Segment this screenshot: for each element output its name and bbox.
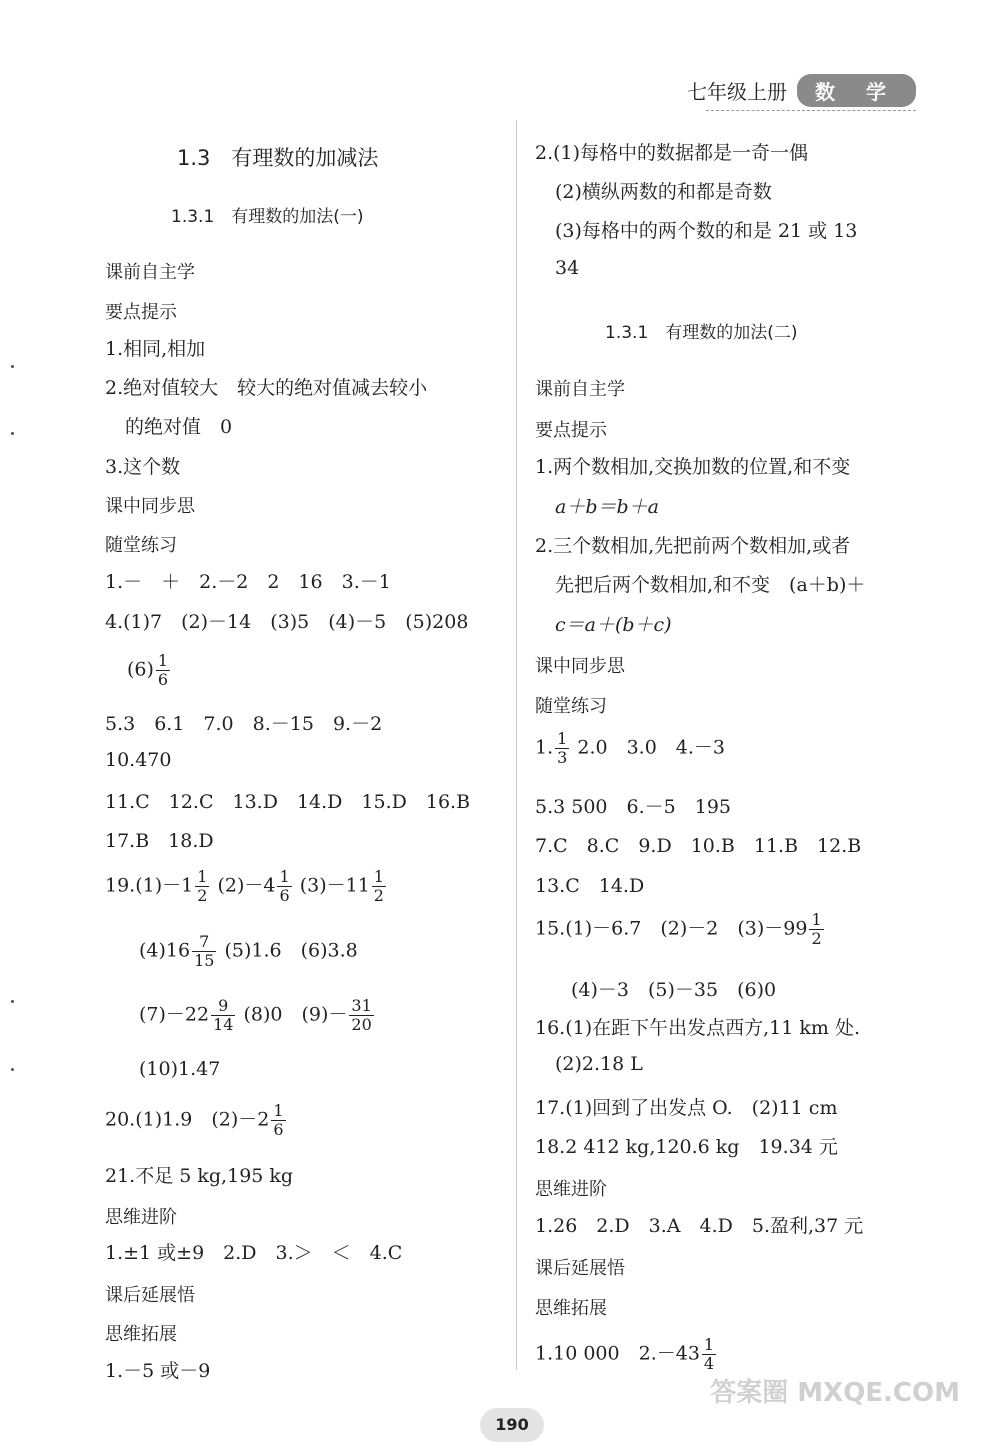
fraction: $\frac{1}{4}$ — [703, 1335, 715, 1373]
margin-dot — [11, 432, 14, 435]
answer-line: 3.这个数 — [105, 456, 181, 478]
answer-line: 34 — [555, 257, 580, 279]
answer-line: 1.26 2.D 3.A 4.D 5.盈利,37 元 — [535, 1215, 864, 1237]
answer-line: 1.－ ＋ 2.－2 2 16 3.－1 — [105, 571, 391, 593]
fraction: $\frac{9}{14}$ — [213, 996, 234, 1034]
grade-label: 七年级上册 — [687, 79, 788, 104]
heading: 要点提示 — [105, 302, 177, 323]
answer-line: 1.10 000 2.－43 $\frac{1}{4}$ — [535, 1335, 715, 1373]
heading: 课前自主学 — [105, 262, 195, 283]
fraction: $\frac{1}{2}$ — [373, 867, 384, 905]
answer-line: 17.(1)回到了出发点 O. (2)11 cm — [535, 1097, 838, 1119]
answer-line: 1.±1 或±9 2.D 3.＞ ＜ 4.C — [105, 1242, 403, 1264]
answer-line: a＋b＝b＋a — [555, 496, 659, 518]
subsection-title: 1.3.1 有理数的加法(一) — [171, 207, 364, 227]
answer-line: (4)－3 (5)－35 (6)0 — [571, 979, 777, 1001]
answer-line: 16.(1)在距下午出发点西方,11 km 处. — [535, 1017, 860, 1039]
answer-line: (7)－22 $\frac{9}{14}$ (8)0 (9)－ $\frac{31}{20}$ — [139, 996, 372, 1034]
section-title: 1.3 有理数的加减法 — [177, 146, 379, 170]
fraction: $\frac{7}{15}$ — [194, 932, 215, 970]
answer-line: (4)16 $\frac{7}{15}$ (5)1.6 (6)3.8 — [139, 932, 358, 970]
answer-line: 21.不足 5 kg,195 kg — [105, 1165, 294, 1187]
heading: 课前自主学 — [535, 379, 625, 400]
running-header — [687, 74, 916, 106]
answer-line: 7.C 8.C 9.D 10.B 11.B 12.B — [535, 835, 862, 857]
heading: 思维进阶 — [535, 1179, 607, 1200]
answer-line: 1.相同,相加 — [105, 338, 206, 360]
answer-line: 2.三个数相加,先把前两个数相加,或者 — [535, 535, 851, 557]
column-divider — [516, 120, 517, 1370]
heading: 随堂练习 — [105, 535, 177, 556]
answer-line: (3)每格中的两个数的和是 21 或 13 — [555, 220, 858, 242]
answer-line: c＝a＋(b＋c) — [555, 614, 672, 636]
answer-line: 13.C 14.D — [535, 875, 645, 897]
heading: 课后延展悟 — [105, 1285, 195, 1306]
fraction: $\frac{1}{6}$ — [157, 651, 169, 689]
answer-line: 5.3 500 6.－5 195 — [535, 796, 732, 818]
answer-line: 11.C 12.C 13.D 14.D 15.D 16.B — [105, 791, 471, 813]
answer-line: 1. $\frac{1}{3}$ 2.0 3.0 4.－3 — [535, 729, 726, 767]
answer-line: 10.470 — [105, 749, 172, 771]
page-number: 190 — [480, 1408, 544, 1442]
fraction: $\frac{1}{2}$ — [197, 867, 208, 905]
margin-dot — [11, 365, 14, 368]
heading: 思维拓展 — [105, 1324, 177, 1345]
margin-dot — [11, 1000, 14, 1003]
answer-line: 19.(1)－1 $\frac{1}{2}$ (2)－4 $\frac{1}{6}$ (3)－11 $\frac{1}{2}$ — [105, 867, 384, 905]
answer-line: 17.B 18.D — [105, 830, 214, 852]
fraction: $\frac{31}{20}$ — [351, 996, 372, 1034]
answer-line: 15.(1)－6.7 (2)－2 (3)－99 $\frac{1}{2}$ — [535, 910, 822, 948]
answer-line: (2)横纵两数的和都是奇数 — [555, 181, 772, 203]
heading: 随堂练习 — [535, 696, 607, 717]
answer-line: (2)2.18 L — [555, 1053, 643, 1075]
answer-line: 1.－5 或－9 — [105, 1360, 211, 1382]
header-rule — [706, 110, 916, 111]
watermark: 答案圈 MXQE.COM — [710, 1378, 960, 1408]
answer-line: 5.3 6.1 7.0 8.－15 9.－2 — [105, 713, 383, 735]
heading: 要点提示 — [535, 420, 607, 441]
fraction: $\frac{1}{6}$ — [273, 1101, 284, 1139]
heading: 课后延展悟 — [535, 1258, 625, 1279]
answer-line: 先把后两个数相加,和不变 (a＋b)＋ — [555, 574, 866, 596]
answer-line: (10)1.47 — [139, 1058, 221, 1080]
answer-line: (6) $\frac{1}{6}$ — [127, 651, 169, 689]
fraction: $\frac{1}{2}$ — [811, 910, 822, 948]
subsection-title: 1.3.1 有理数的加法(二) — [605, 323, 798, 343]
heading: 思维拓展 — [535, 1298, 607, 1319]
heading: 课中同步思 — [535, 656, 625, 677]
answer-line: 2.(1)每格中的数据都是一奇一偶 — [535, 142, 809, 164]
heading: 课中同步思 — [105, 496, 195, 517]
fraction: $\frac{1}{3}$ — [557, 729, 568, 767]
subject-badge: 数 学 — [797, 74, 916, 107]
answer-line: 4.(1)7 (2)－14 (3)5 (4)－5 (5)208 — [105, 611, 469, 633]
answer-line: 1.两个数相加,交换加数的位置,和不变 — [535, 456, 851, 478]
fraction: $\frac{1}{6}$ — [279, 867, 290, 905]
answer-line: 18.2 412 kg,120.6 kg 19.34 元 — [535, 1136, 838, 1158]
margin-dot — [11, 1068, 14, 1071]
heading: 思维进阶 — [105, 1207, 177, 1228]
answer-line: 20.(1)1.9 (2)－2 $\frac{1}{6}$ — [105, 1101, 284, 1139]
answer-line: 的绝对值 0 — [125, 416, 233, 438]
answer-line: 2.绝对值较大 较大的绝对值减去较小 — [105, 377, 428, 399]
